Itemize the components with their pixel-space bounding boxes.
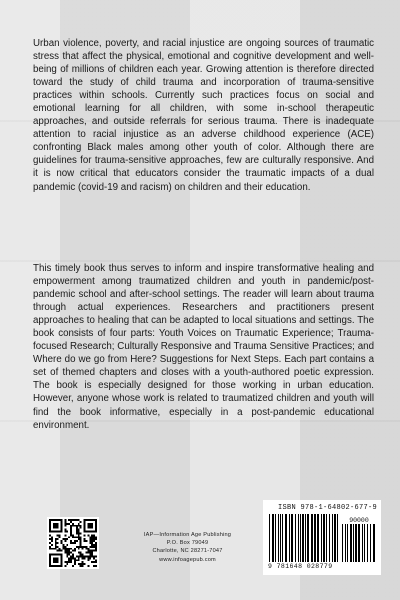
- price-barcode-icon: [341, 524, 377, 564]
- qr-code-icon: [47, 517, 99, 569]
- price-code: 90000: [349, 517, 369, 524]
- ean-digits: 9 781648 028779: [268, 563, 333, 570]
- publisher-info: [125, 531, 250, 564]
- description-paragraph-2: This timely book thus serves to inform and inspire transformative healing and empowerment among traumatized children and youth in pandemic/post-pandemic school and after-school settings. The reader will learn about trauma through actual experiences. Researchers and practitioners present approaches to healing that can be adapted to local situations and settings. The book consists of four parts: Youth Voices on Traumatic Experience; Trauma-focused Research; Culturally Responsive and Trauma Sensitive Practices; and Where do we go from Here? Suggestions for Next Steps. Each part contains a set of themed chapters and closes with a youth-authored poetic expression. The book is especially designed for those working in urban education. However, anyone whose work is related to traumatized children and youth will find the book informative, especially in a post-pandemic educational environment.: [33, 263, 374, 431]
- description-paragraph-1: Urban violence, poverty, and racial injustice are ongoing sources of traumatic stress that affect the physical, emotional and cognitive development and well-being of millions of children each year. Growing attention is therefore directed toward the study of child trauma and incorporation of trauma-sensitive practices within schools. Currently such practices focus on social and emotional learning for all children, with some in-school therapeutic approaches, and outside referrals for serious trauma. There is inadequate attention to racial injustice as an adverse childhood experience (ACE) confronting Black males among other youth of color. Although there are guidelines for trauma-sensitive approaches, few are culturally responsive. And it is now critical that educators consider the traumatic impacts of a dual pandemic (covid-19 and racism) on children and their education.: [33, 38, 374, 193]
- publisher-city: Charlotte, NC 28271-7047: [152, 548, 223, 555]
- publisher-name: IAP—Information Age Publishing: [143, 532, 232, 538]
- publisher-po-box: P.O. Box 79049: [166, 540, 209, 547]
- barcode-icon: [268, 514, 340, 564]
- isbn-label: ISBN 978-1-64802-677-9: [277, 504, 377, 512]
- publisher-website[interactable]: www.infoagepub.com: [159, 556, 216, 563]
